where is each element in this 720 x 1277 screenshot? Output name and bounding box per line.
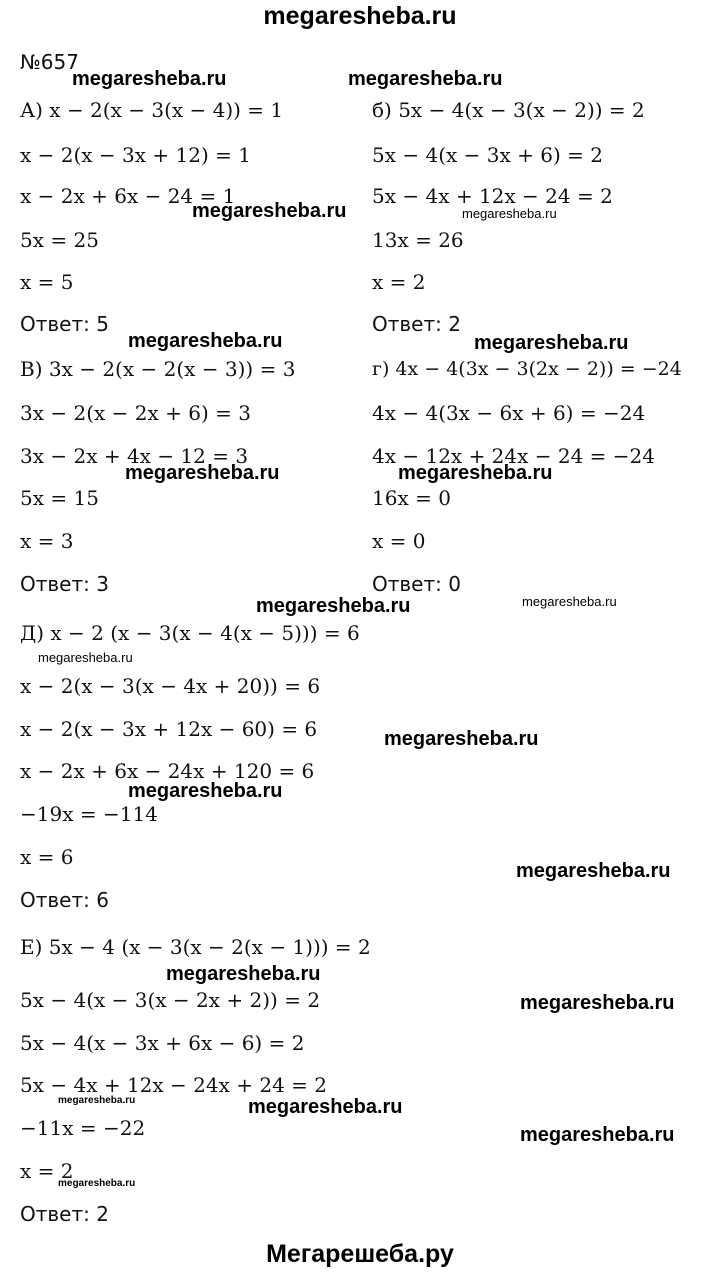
equation-line: 5x − 4(x − 3(x − 2x + 2)) = 2 — [20, 988, 321, 1012]
equation-line: x = 3 — [20, 529, 74, 553]
site-footer: Мегарешеба.ру — [266, 1240, 454, 1268]
watermark: megaresheba.ru — [520, 1124, 675, 1146]
equation-line: Е) 5x − 4 (x − 3(x − 2(x − 1))) = 2 — [20, 935, 371, 959]
equation-line: Д) x − 2 (x − 3(x − 4(x − 5))) = 6 — [20, 621, 360, 645]
watermark: megaresheba.ru — [58, 1095, 136, 1106]
equation-line: x − 2x + 6x − 24 = 1 — [20, 184, 236, 208]
watermark: megaresheba.ru — [520, 992, 675, 1014]
equation-line: x = 2 — [20, 1159, 74, 1183]
answer-line: Ответ: 0 — [372, 572, 461, 596]
watermark: megaresheba.ru — [58, 1178, 136, 1189]
watermark: megaresheba.ru — [462, 206, 557, 221]
equation-line: x − 2(x − 3x + 12x − 60) = 6 — [20, 717, 318, 741]
watermark: megaresheba.ru — [248, 1096, 403, 1118]
watermark: megaresheba.ru — [128, 780, 283, 802]
equation-line: б) 5x − 4(x − 3(x − 2)) = 2 — [372, 98, 645, 122]
watermark: megaresheba.ru — [398, 462, 553, 484]
answer-line: Ответ: 3 — [20, 572, 109, 596]
watermark: megaresheba.ru — [516, 860, 671, 882]
equation-line: 5x − 4(x − 3x + 6) = 2 — [372, 143, 603, 167]
watermark: megaresheba.ru — [522, 594, 617, 609]
equation-line: 16x = 0 — [372, 486, 451, 510]
watermark: megaresheba.ru — [256, 595, 411, 617]
equation-line: x = 6 — [20, 845, 74, 869]
equation-line: 5x − 4(x − 3x + 6x − 6) = 2 — [20, 1031, 305, 1055]
equation-line: x − 2x + 6x − 24x + 120 = 6 — [20, 759, 315, 783]
equation-line: x = 5 — [20, 270, 74, 294]
problem-number: №657 — [20, 50, 79, 74]
equation-line: г) 4x − 4(3x − 3(2x − 2)) = −24 — [372, 358, 682, 380]
equation-line: x − 2(x − 3x + 12) = 1 — [20, 143, 251, 167]
watermark: megaresheba.ru — [166, 963, 321, 985]
watermark: megaresheba.ru — [348, 68, 503, 90]
equation-line: 13x = 26 — [372, 228, 464, 252]
answer-line: Ответ: 5 — [20, 312, 109, 336]
watermark: megaresheba.ru — [474, 332, 629, 354]
equation-line: 5x = 15 — [20, 486, 99, 510]
watermark: megaresheba.ru — [384, 728, 539, 750]
answer-line: Ответ: 2 — [372, 312, 461, 336]
equation-line: В) 3x − 2(x − 2(x − 3)) = 3 — [20, 357, 296, 381]
equation-line: 4x − 12x + 24x − 24 = −24 — [372, 444, 656, 468]
watermark: megaresheba.ru — [128, 330, 283, 352]
equation-line: −11x = −22 — [20, 1116, 146, 1140]
equation-line: 5x = 25 — [20, 228, 99, 252]
equation-line: x = 2 — [372, 270, 426, 294]
equation-line: 3x − 2x + 4x − 12 = 3 — [20, 444, 249, 468]
watermark: megaresheba.ru — [38, 650, 133, 665]
watermark: megaresheba.ru — [192, 200, 347, 222]
equation-line: 3x − 2(x − 2x + 6) = 3 — [20, 401, 251, 425]
watermark: megaresheba.ru — [125, 462, 280, 484]
watermark: megaresheba.ru — [72, 68, 227, 90]
equation-line: −19x = −114 — [20, 802, 158, 826]
site-header: megaresheba.ru — [263, 2, 457, 30]
equation-line: 4x − 4(3x − 6x + 6) = −24 — [372, 401, 646, 425]
equation-line: x = 0 — [372, 529, 426, 553]
answer-line: Ответ: 2 — [20, 1202, 109, 1226]
equation-line: 5x − 4x + 12x − 24 = 2 — [372, 184, 613, 208]
equation-line: x − 2(x − 3(x − 4x + 20)) = 6 — [20, 674, 321, 698]
equation-line: 5x − 4x + 12x − 24x + 24 = 2 — [20, 1073, 328, 1097]
equation-line: А) x − 2(x − 3(x − 4)) = 1 — [20, 98, 284, 122]
answer-line: Ответ: 6 — [20, 888, 109, 912]
